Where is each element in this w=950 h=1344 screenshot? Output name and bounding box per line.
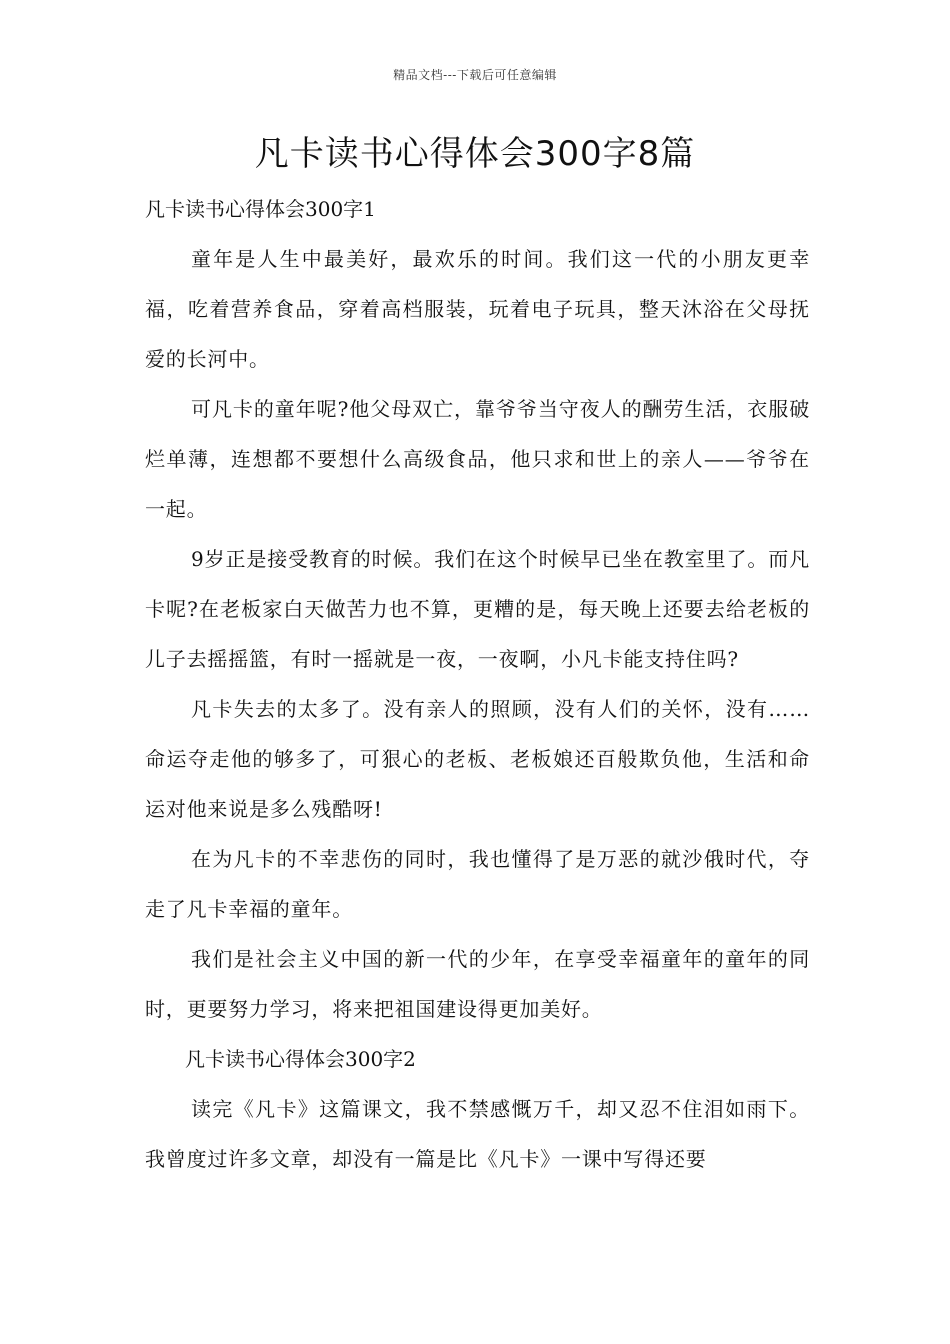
paragraph: 9岁正是接受教育的时候。我们在这个时候早已坐在教室里了。而凡卡呢?在老板家白天做苦力也不算，更糟的是，每天晚上还要去给老板的儿子去摇摇篮，有时一摇就是一夜，一夜啊，小凡卡能支持住吗? (145, 547, 810, 671)
header-note: 精品文档---下载后可任意编辑 (393, 68, 557, 82)
paragraph: 在为凡卡的不幸悲伤的同时，我也懂得了是万恶的就沙俄时代，夺走了凡卡幸福的童年。 (145, 847, 810, 921)
section-heading-1: 凡卡读书心得体会300字1 (145, 197, 376, 221)
paragraph: 凡卡失去的太多了。没有亲人的照顾，没有人们的关怀，没有……命运夺走他的够多了，可狠心的老板、老板娘还百般欺负他，生活和命运对他来说是多么残酷呀! (145, 697, 810, 821)
section-heading-2: 凡卡读书心得体会300字2 (185, 1047, 416, 1071)
document-body (145, 184, 810, 1184)
paragraph: 可凡卡的童年呢?他父母双亡，靠爷爷当守夜人的酬劳生活，衣服破烂单薄，连想都不要想什么高级食品，他只求和世上的亲人——爷爷在一起。 (145, 397, 810, 521)
paragraph: 童年是人生中最美好，最欢乐的时间。我们这一代的小朋友更幸福，吃着营养食品，穿着高档服装，玩着电子玩具，整天沐浴在父母抚爱的长河中。 (145, 247, 810, 371)
paragraph: 我们是社会主义中国的新一代的少年，在享受幸福童年的童年的同时，更要努力学习，将来把祖国建设得更加美好。 (145, 947, 810, 1021)
document-title: 凡卡读书心得体会300字8篇 (254, 134, 696, 174)
paragraph: 读完《凡卡》这篇课文，我不禁感慨万千，却又忍不住泪如雨下。我曾度过许多文章，却没有一篇是比《凡卡》一课中写得还要 (145, 1097, 810, 1171)
